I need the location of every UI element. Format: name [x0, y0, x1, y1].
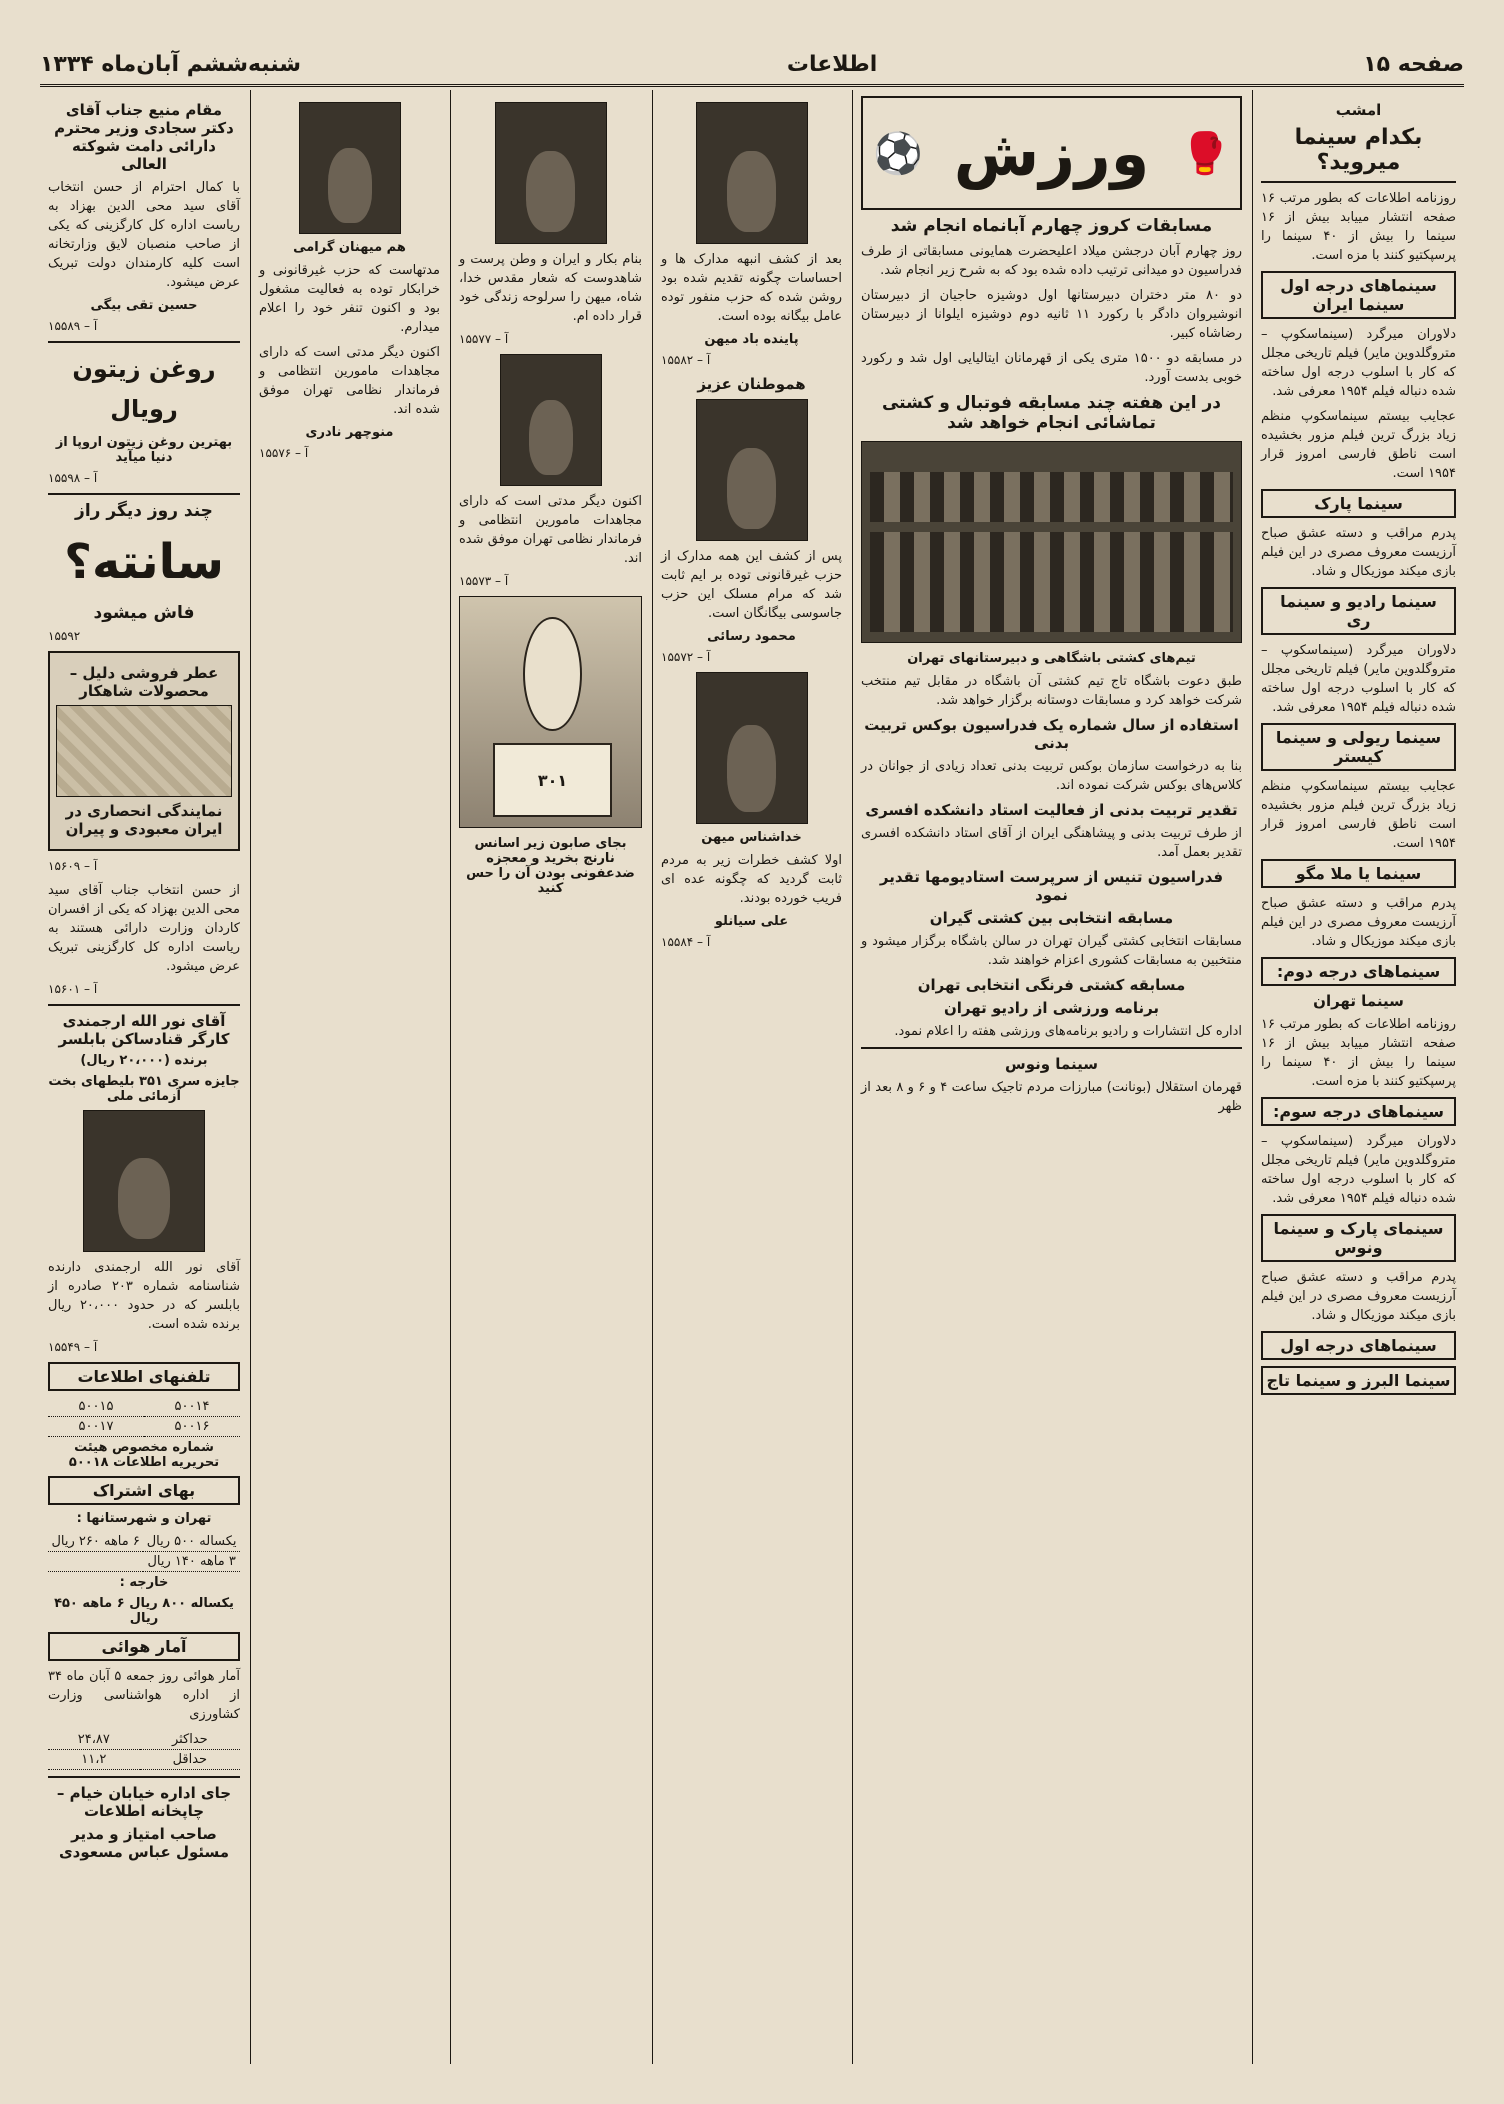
soap-box: ۳۰۱: [493, 743, 613, 817]
phones-note: شماره مخصوص هیئت تحریریه اطلاعات ۵۰۰۱۸: [68, 1440, 220, 1470]
table-row: [48, 1532, 240, 1552]
perfume-agent: نمایندگی انحصاری در ایران معبودی و پیران: [65, 802, 223, 838]
statement-text: مدتهاست که حزب غیرقانونی و خرابکار توده به فعالیت مشغول بود و اکنون تنفر خود را اعلام میدارم.: [259, 263, 440, 335]
rate-cell: [48, 1552, 143, 1572]
weather-label: حداکثر: [140, 1730, 240, 1750]
statement-code: آ – ۱۵۵۷۷: [459, 332, 509, 346]
sport-headline-4: تقدیر تربیت بدنی از فعالیت استاد دانشکده افسری: [865, 801, 1238, 819]
portrait-photo: [696, 672, 808, 824]
sport-paragraph: بنا به درخواست سازمان بوکس تربیت بدنی تعداد زیادی از جوانان در کلاس‌های بوکس شرکت نموده اند.: [861, 759, 1242, 793]
cinema-text: دلاوران میرگرد (سینماسکوپ – متروگلدوین مایر) فیلم تاریخی مجلل که کار با اسلوب درجه اول ساخته شده دنباله فیلم ۱۹۵۴ معرفی شد.: [1261, 1134, 1456, 1206]
weather-table: [48, 1730, 240, 1770]
statements-column-c: [250, 90, 448, 2064]
abroad-title: خارجه :: [119, 1575, 169, 1590]
weather-label: حداقل: [140, 1750, 240, 1770]
perfume-advertisement: [48, 651, 240, 851]
statement-text: اکنون دیگر مدتی است که دارای مجاهدات مامورین انتظامی و فرماندار نظامی تهران موفق شده اند.: [459, 494, 642, 566]
divider: [48, 1004, 240, 1006]
lottery-winner-photo: [83, 1110, 205, 1252]
phone-number: ۵۰۰۱۶: [144, 1417, 240, 1437]
team-row-middle: [870, 532, 1233, 582]
olive-oil-code: آ – ۱۵۵۹۸: [48, 471, 98, 485]
portrait-face: [526, 151, 574, 232]
cinema-ad-1: دلاوران میرگرد (سینماسکوپ – متروگلدوین مایر) فیلم تاریخی مجلل که کار با اسلوب درجه اول ساخته شده دنباله فیلم ۱۹۵۴ معرفی شد.: [1261, 327, 1456, 399]
cinema-text: عجایب بیستم سینماسکوپ منظم زیاد بزرگ ترین فیلم مزور بخشیده است ناطق فارسی امروز قرار ۱۹۵۴ است.: [1261, 779, 1456, 851]
table-row: [48, 1552, 240, 1572]
portrait-face: [118, 1158, 171, 1239]
portrait-face: [727, 151, 775, 232]
divider: [48, 1776, 240, 1778]
portrait-photo: [299, 102, 401, 234]
table-row: [48, 1397, 240, 1417]
sport-paragraph: در مسابقه دو ۱۵۰۰ متری یکی از قهرمانان ایتالیایی اول شد و رکورد خوبی بدست آورد.: [861, 351, 1243, 385]
cinema-title: بکدام سینما میروید؟: [1294, 125, 1423, 175]
divider: [48, 493, 240, 495]
statement-heading: خداشناس میهن: [701, 830, 802, 845]
sport-headline-3: استفاده از سال شماره یک فدراسیون بوکس تربیت بدنی: [864, 716, 1239, 752]
sport-paragraph: طبق دعوت باشگاه تاج تیم کشتی آن باشگاه در مقابل تیم منتخب شرکت خواهد کرد و مسابقات دوستانه برگزار خواهد شد.: [861, 674, 1242, 708]
rate-cell: ۳ ماهه ۱۴۰ ریال: [143, 1552, 240, 1572]
weather-text: آمار هوائی روز جمعه ۵ آبان ماه ۳۴ از اداره هواشناسی وزارت کشاورزی: [48, 1669, 241, 1722]
cinema-section-7: سینمای پارک و سینما ونوس: [1261, 1214, 1456, 1262]
statement-sign: محمود رسائی: [707, 629, 796, 644]
congrats-text: از حسن انتخاب جناب آقای سید محی الدین بهزاد که یکی از افسران کاردان وزارت دارائی هستند به ریاست اداره کل کارگزینی تبریک عرض میشود.: [48, 883, 240, 974]
cinema-intro: روزنامه اطلاعات که بطور مرتب ۱۶ صفحه انتشار مییابد بیش از ۱۶ سینما را بیش از ۴۰ سینما را پرسپکتیو کنند با مزه است.: [1261, 191, 1456, 263]
paper-name: اطلاعات: [786, 51, 878, 77]
cosmetics-illustration: [56, 705, 232, 797]
divider: [48, 341, 240, 343]
honor-code: آ – ۱۵۵۸۹: [48, 319, 98, 333]
sport-paragraph: مسابقات انتخابی کشتی گیران تهران در سالن باشگاه برگزار میشود و منتخبین به مسابقات کشوری اعزام خواهند شد.: [861, 934, 1242, 968]
honor-title: مقام منیع جناب آقای دکتر سجادی وزیر محترم دارائی دامت شوکته العالی: [54, 101, 234, 173]
statement-sign: پاینده باد میهن: [704, 332, 799, 347]
sport-column: [852, 90, 1250, 2064]
cinema-section-1: سینما رادیو و سینما ری: [1261, 587, 1456, 635]
lottery-series: جایزه سری ۳۵۱ بلیطهای بخت آزمائی ملی: [48, 1074, 240, 1104]
sport-title: ورزش: [953, 116, 1150, 190]
subscription-table: [48, 1532, 240, 1572]
statement-text: بعد از کشف انبهه مدارک ها و احساسات چگونه تقدیم شده بود روشن شده که حزب منفور توده عامل بیگانه بوده است.: [661, 252, 842, 324]
team-photo: [861, 441, 1242, 643]
portrait-photo: [696, 102, 808, 244]
phones-title: تلفنهای اطلاعات: [48, 1362, 240, 1391]
issue-date: شنبه‌ششم آبان‌ماه ۱۳۳۴: [40, 51, 301, 77]
statement-sign: علی سیانلو: [714, 914, 789, 929]
sport-paragraph: روز چهارم آبان درجشن میلاد اعلیحضرت همایونی مسابقاتی از طرف فدراسیون دو میدانی ترتیب داده شده بود که به شرح زیر انجام شد.: [861, 244, 1242, 278]
perfume-code: آ – ۱۵۶۰۹: [48, 859, 98, 873]
cinema-section-3: سینما یا ملا مگو: [1261, 859, 1456, 888]
cinema-section-5: سینما تهران: [1313, 992, 1404, 1010]
soap-advertisement: [459, 596, 642, 828]
park-title: سینما پارک: [1261, 489, 1456, 518]
statements-column-b: [450, 90, 650, 2064]
weather-value: ۱۱،۲: [48, 1750, 140, 1770]
sport-bottom-title: سینما ونوس: [1005, 1055, 1098, 1073]
cinema-section-4: سینماهای درجه دوم:: [1261, 957, 1456, 986]
statements-column-a: [652, 90, 850, 2064]
rate-cell: یکساله ۵۰۰ ریال: [143, 1532, 240, 1552]
phone-number: ۵۰۰۱۵: [48, 1397, 144, 1417]
sport-bottom-text: قهرمان استقلال (بونانت) مبارزات مردم تاجیک ساعت ۴ و ۶ و ۸ بعد از ظهر: [861, 1080, 1243, 1114]
cinema-text: دلاوران میرگرد (سینماسکوپ – متروگلدوین مایر) فیلم تاریخی مجلل که کار با اسلوب درجه اول ساخته شده دنباله فیلم ۱۹۵۴ معرفی شد.: [1261, 643, 1456, 715]
sanate-title: سانته؟: [64, 534, 224, 590]
sport-banner: [861, 96, 1242, 210]
cinema-section-first: سینماهای درجه اول سینما ایران: [1261, 271, 1456, 319]
page-number: صفحه ۱۵: [1363, 51, 1464, 77]
portrait-face: [328, 148, 372, 223]
team-row-back: [870, 472, 1233, 522]
sport-headline-5: فدراسیون تنیس از سرپرست استادیومها تقدیر نمود: [879, 868, 1224, 904]
cinema-ad-2: عجایب بیستم سینماسکوپ منظم زیاد بزرگ ترین فیلم مزور بخشیده است ناطق فارسی امروز قرار ۱۹۵۴ است.: [1261, 409, 1456, 481]
sport-headline-6: مسابقه انتخابی بین کشتی گیران: [929, 909, 1174, 927]
subscription-title: بهای اشتراک: [48, 1476, 240, 1505]
cinema-column: [1252, 90, 1464, 2064]
cinema-text: پدرم مراقب و دسته عشق صباح آرزیست معروف مصری در این فیلم بازی میکند موزیکال و شاد.: [1261, 896, 1456, 949]
honor-sign: حسین تقی بیگی: [90, 298, 198, 313]
woman-illustration: [523, 617, 581, 731]
soap-ad-text: بجای صابون زیر اسانس نارنج بخرید و معجزه ضدعفونی بودن آن را حس کنید: [466, 836, 635, 896]
sanate-teaser: چند روز دیگر راز: [75, 501, 213, 521]
table-row: [48, 1750, 240, 1770]
olive-oil-text: بهترین روغن زیتون اروپا از دنیا میآید: [55, 435, 233, 465]
notices-column: [40, 90, 248, 2064]
statement-text: پس از کشف این همه مدارک از حزب غیرقانونی توده بر ایم ثابت شد که مرام مسلک این حزب جاسوسی بیگانگان است.: [661, 549, 842, 621]
table-row: [48, 1730, 240, 1750]
sport-paragraph: دو ۸۰ متر دختران دبیرستانها اول دوشیزه حاجیان از دبیرستان انوشیروان دادگر با رکورد ۱۱ ثانیه دوم دوشیزه ایلوانا از دبیرستان رضاشاه کبیر.: [861, 288, 1242, 341]
statement-code: آ – ۱۵۵۷۳: [459, 574, 509, 588]
team-row-front: [870, 582, 1233, 632]
portrait-face: [529, 400, 573, 475]
portrait-photo: [696, 399, 808, 541]
footer-address: جای اداره خیابان خیام – چاپخانه اطلاعات: [56, 1784, 232, 1820]
phone-number: ۵۰۰۱۴: [144, 1397, 240, 1417]
sport-paragraph: اداره کل انتشارات و رادیو برنامه‌های ورزشی هفته را اعلام نمود.: [894, 1024, 1242, 1039]
congrats-code: آ – ۱۵۶۰۱: [48, 982, 98, 996]
statement-text: اکنون دیگر مدتی است که دارای مجاهدات مامورین انتظامی و فرماندار نظامی تهران موفق شده اند.: [259, 345, 440, 417]
statement-code: آ – ۱۵۵۸۲: [661, 353, 711, 367]
divider: [861, 1047, 1242, 1049]
statement-code: آ – ۱۵۵۷۶: [259, 446, 309, 460]
header-bar: [40, 44, 1464, 87]
statement-text: بنام بکار و ایران و وطن پرست و شاهدوست که شعار مقدس خدا، شاه، میهن را سرلوحه زندگی خود قرار داده ام.: [459, 252, 642, 324]
lottery-title: آقای نور الله ارجمندی کارگر قنادساکن بابلسر: [58, 1012, 230, 1048]
cinema-text: روزنامه اطلاعات که بطور مرتب ۱۶ صفحه انتشار مییابد بیش از ۱۶ سینما را بیش از ۴۰ سینما را پرسپکتیو کنند با مزه است.: [1261, 1017, 1456, 1089]
sport-headline-8: برنامه ورزشی از رادیو تهران: [943, 999, 1160, 1017]
portrait-photo: [495, 102, 607, 244]
cinema-section-6: سینماهای درجه سوم:: [1261, 1097, 1456, 1126]
abroad-rate: یکساله ۸۰۰ ریال ۶ ماهه ۴۵۰ ریال: [54, 1596, 234, 1626]
portrait-face: [727, 448, 775, 529]
statement-heading: هموطنان عزیز: [697, 375, 806, 393]
footer-owner: صاحب امتیاز و مدیر مسئول عباس مسعودی: [58, 1825, 230, 1861]
portrait-face: [727, 725, 775, 812]
statement-text: اولا کشف خطرات زیر به مردم ثابت گردید که چگونه عده ای فریب خورده بودند.: [661, 853, 842, 906]
sanate-reveal: فاش میشود: [93, 603, 195, 623]
phone-number: ۵۰۰۱۷: [48, 1417, 144, 1437]
sport-headline: مسابقات کروز چهارم آبانماه انجام شد: [890, 216, 1213, 236]
cinema-small-title: امشب: [1335, 101, 1382, 119]
boxing-icon: 🥊: [1180, 130, 1230, 177]
phones-table: [48, 1397, 240, 1437]
cinema-bottom-title: سینما البرز و سینما تاج: [1261, 1366, 1456, 1395]
weather-title: آمار هوائی: [48, 1632, 240, 1661]
sport-paragraph: از طرف تربیت بدنی و پیشاهنگی ایران از آقای استاد دانشکده افسری تقدیر بعمل آمد.: [861, 826, 1242, 860]
weather-value: ۲۴،۸۷: [48, 1730, 140, 1750]
football-icon: ⚽: [873, 130, 923, 177]
sanate-code: ۱۵۵۹۲: [48, 629, 81, 643]
divider: [1261, 181, 1456, 183]
perfume-brands: عطر فروشی دلیل – محصولات شاهکار: [69, 664, 219, 700]
olive-oil-title: روغن زیتون رویال: [72, 355, 216, 423]
statement-sign: منوچهر نادری: [305, 425, 394, 440]
park-text: پدرم مراقب و دسته عشق صباح آرزیست معروف مصری در این فیلم بازی میکند موزیکال و شاد.: [1261, 526, 1456, 579]
cinema-section-0: سینماهای درجه اول: [1261, 1331, 1456, 1360]
sport-headline-2: در این هفته چند مسابقه فوتبال و کشتی تماشائی انجام خواهد شد: [881, 393, 1221, 433]
cinema-section-2: سینما ریولی و سینما کیستر: [1261, 723, 1456, 771]
subscription-sub: تهران و شهرستانها :: [76, 1511, 212, 1526]
lottery-prize: برنده (۲۰،۰۰۰ ریال): [80, 1053, 208, 1068]
rate-cell: ۶ ماهه ۲۶۰ ریال: [48, 1532, 143, 1552]
statement-code: آ – ۱۵۵۸۴: [661, 935, 711, 949]
cinema-text: پدرم مراقب و دسته عشق صباح آرزیست معروف مصری در این فیلم بازی میکند موزیکال و شاد.: [1261, 1270, 1456, 1323]
sport-headline-7: مسابقه کشتی فرنگی انتخابی تهران: [917, 976, 1186, 994]
table-row: [48, 1417, 240, 1437]
statement-code: آ – ۱۵۵۷۲: [661, 650, 711, 664]
portrait-photo: [500, 354, 602, 486]
lottery-caption: آقای نور الله ارجمندی دارنده شناسنامه شماره ۲۰۳ صادره از بابلسر که در حدود ۲۰،۰۰۰ ریال برنده شده است.: [48, 1260, 240, 1332]
statement-heading: هم میهنان گرامی: [293, 240, 406, 255]
team-photo-caption: تیم‌های کشتی باشگاهی و دبیرستانهای تهران: [907, 651, 1196, 666]
lottery-code: آ – ۱۵۵۴۹: [48, 1340, 98, 1354]
honor-text: با کمال احترام از حسن انتخاب آقای سید محی الدین بهزاد به ریاست اداره کل کارگزینی که یکی از صاحب منصبان لایق وزارتخانه است کلیه کارمندان دولت تبریک عرض میشود.: [48, 180, 240, 290]
